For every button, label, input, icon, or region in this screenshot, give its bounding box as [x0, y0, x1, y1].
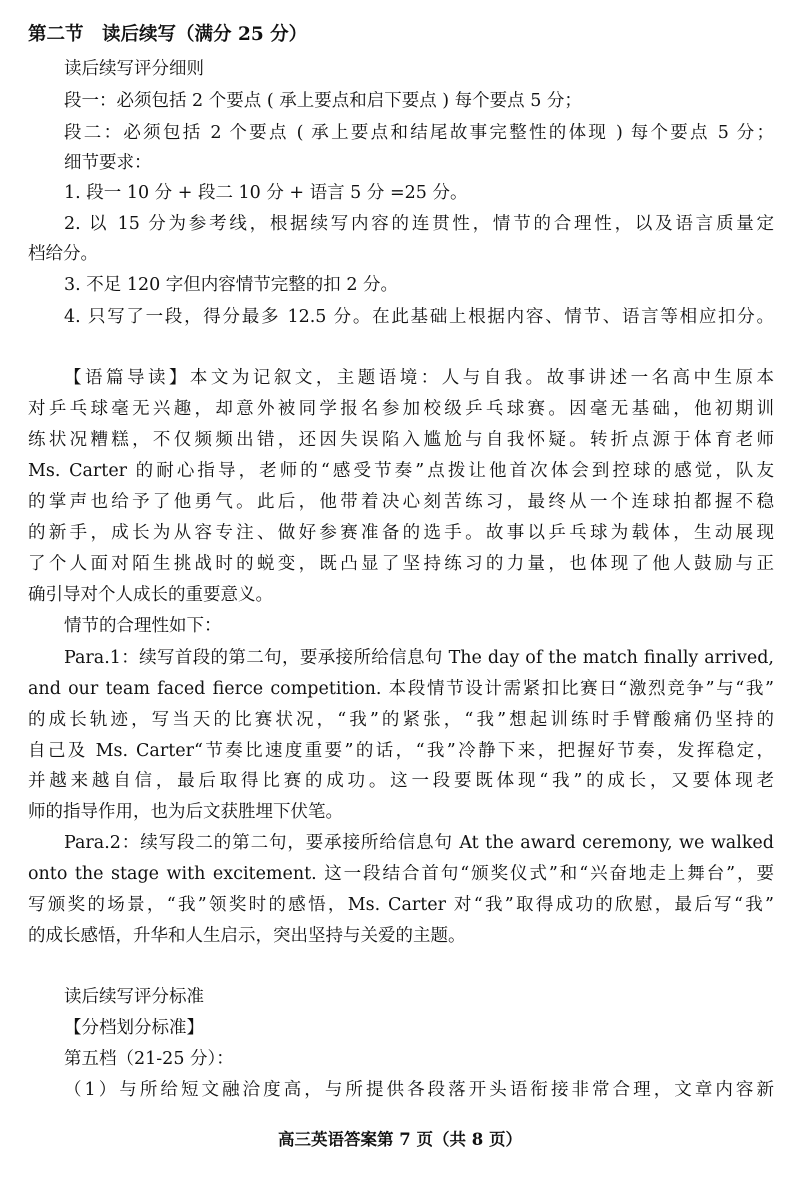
para2-line: 的成长感悟，升华和人生启示，突出坚持与关爱的主题。: [28, 926, 466, 946]
para1-line: Para.1：续写首段的第二句，要承接所给信息句 The day of the match finally arrived,: [64, 648, 774, 668]
para2-line: onto the stage with excitement. 这一段结合首句“颁奖仪式”和“兴奋地走上舞台”，要: [28, 864, 774, 884]
rule-item: 档给分。: [28, 244, 98, 264]
rule-item: 段一：必须包括 2 个要点 ( 承上要点和启下要点 ) 每个要点 5 分；: [64, 91, 582, 111]
page-footer: 高三英语答案第 7 页（共 8 页）: [278, 1130, 522, 1149]
para1-line: 的成长轨迹，写当天的比赛状况，“我”的紧张，“我”想起训练时手臂酸痛仍坚持的: [28, 710, 774, 730]
standard-title: 读后续写评分标准: [64, 987, 204, 1007]
rule-item: 3. 不足 120 字但内容情节完整的扣 2 分。: [64, 275, 399, 295]
guide-line: 对乒乓球毫无兴趣，却意外被同学报名参加校级乒乓球赛。因毫无基础，他初期训: [28, 399, 774, 419]
plot-title: 情节的合理性如下：: [64, 616, 222, 636]
para2-line: 写颁奖的场景，“我”领奖时的感悟，Ms. Carter 对“我”取得成功的欣慰，最后写“我”: [28, 895, 774, 915]
guide-line: Ms. Carter 的耐心指导，老师的“感受节奏”点拨让他首次体会到控球的感觉，队友: [28, 461, 774, 481]
para1-line: and our team faced fierce competition. 本段情节设计需紧扣比赛日“激烈竞争”与“我”: [28, 679, 774, 699]
guide-line: 练状况糟糕，不仅频频出错，还因失误陷入尴尬与自我怀疑。转折点源于体育老师: [28, 430, 774, 450]
level-five-heading: 第五档（21-25 分）：: [64, 1049, 234, 1069]
para1-line: 并越来越自信，最后取得比赛的成功。这一段要既体现“我”的成长，又要体现老: [28, 771, 774, 791]
rules-title: 读后续写评分细则: [64, 59, 204, 79]
guide-line: 的新手，成长为从容专注、做好参赛准备的选手。故事以乒乓球为载体，生动展现: [28, 523, 774, 543]
standard-subtitle: 【分档划分标准】: [64, 1018, 204, 1038]
guide-line: 的掌声也给予了他勇气。此后，他带着决心刻苦练习，最终从一个连球拍都握不稳: [28, 492, 774, 512]
rule-item: 段二：必须包括 2 个要点 ( 承上要点和结尾故事完整性的体现 ) 每个要点 5 分；: [64, 123, 774, 143]
guide-line: 确引导对个人成长的重要意义。: [28, 585, 273, 605]
standard-item: （1）与所给短文融洽度高，与所提供各段落开头语衔接非常合理，文章内容新: [64, 1080, 774, 1100]
section-title: 第二节 读后续写（满分 25 分）: [28, 24, 308, 45]
rule-item: 细节要求：: [64, 153, 152, 173]
rule-item: 4. 只写了一段，得分最多 12.5 分。在此基础上根据内容、情节、语言等相应扣分。: [64, 307, 774, 327]
para2-line: Para.2：续写段二的第二句，要承接所给信息句 At the award ceremony, we walked: [64, 833, 774, 853]
para1-line: 自己及 Ms. Carter“节奏比速度重要”的话，“我”冷静下来，把握好节奏，发挥稳定，: [28, 741, 774, 761]
rule-item: 2. 以 15 分为参考线，根据续写内容的连贯性，情节的合理性，以及语言质量定: [64, 214, 774, 234]
guide-line: 【语篇导读】本文为记叙文，主题语境：人与自我。故事讲述一名高中生原本: [64, 368, 774, 388]
rule-item: 1. 段一 10 分 + 段二 10 分 + 语言 5 分 =25 分。: [64, 183, 468, 203]
guide-line: 了个人面对陌生挑战时的蜕变，既凸显了坚持练习的力量，也体现了他人鼓励与正: [28, 554, 774, 574]
para1-line: 师的指导作用，也为后文获胜埋下伏笔。: [28, 802, 343, 822]
